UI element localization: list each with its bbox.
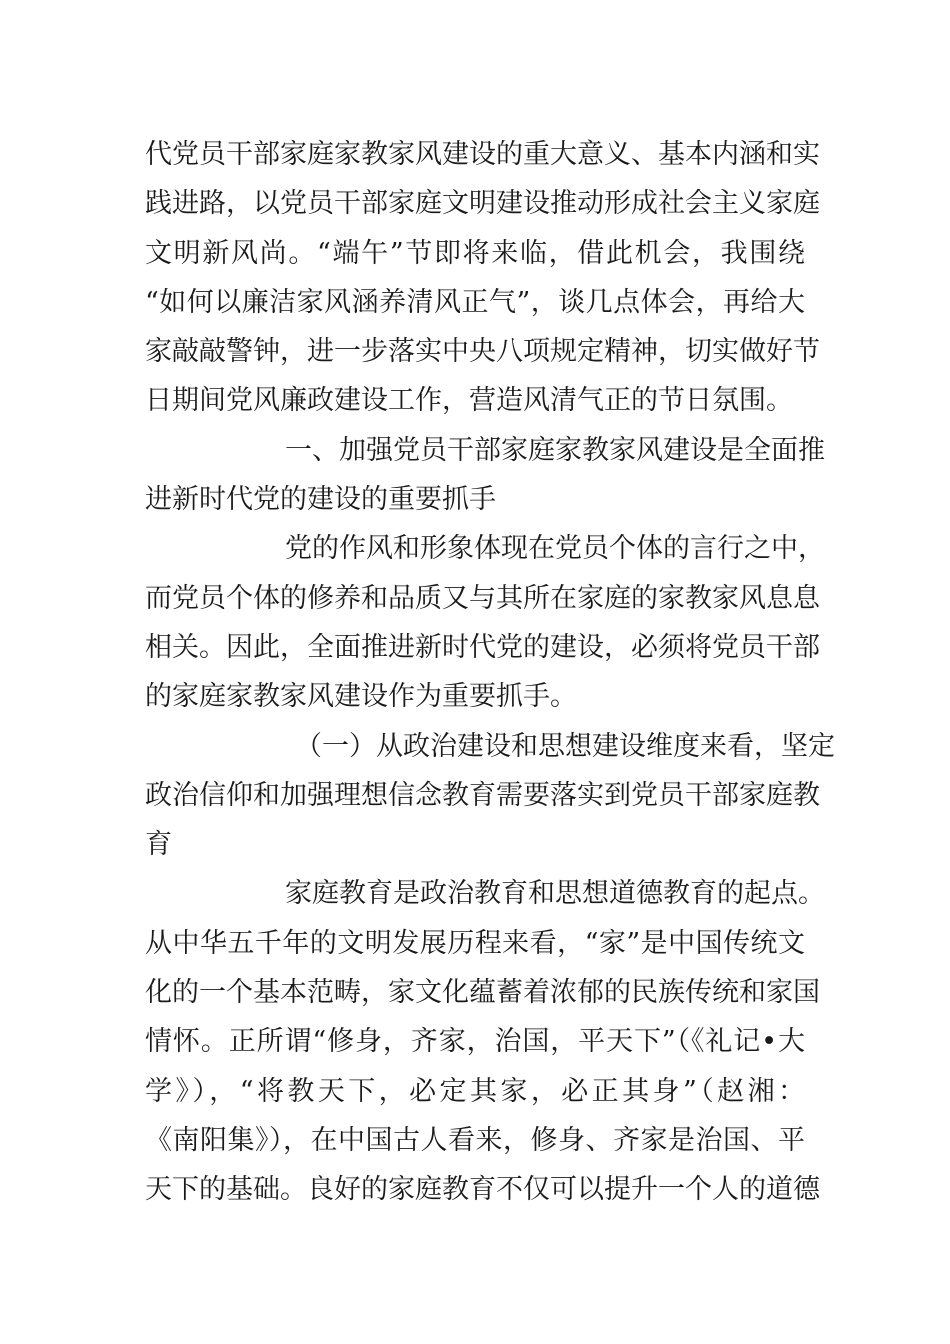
text-line: 而党员个体的修养和品质又与其所在家庭的家教家风息息 [145, 582, 820, 614]
text-line: “如何以廉洁家风涵养清风正气”，谈几点体会，再给大 [145, 286, 805, 318]
text-line: 从中华五千年的文明发展历程来看，“家”是中国传统文 [145, 927, 805, 959]
text-line: 代党员干部家庭家教家风建设的重大意义、基本内涵和实 [145, 139, 820, 170]
subsection-heading-line: （一）从政治建设和思想建设维度来看，坚定 [295, 730, 835, 762]
text-line: 情怀。正所谓“修身，齐家，治国，平天下”（《礼记•大 [145, 1026, 805, 1058]
text-line: 《南阳集》），在中国古人看来，修身、齐家是治国、平 [145, 1124, 805, 1156]
body-text [145, 130, 835, 1215]
section-heading-line: 进新时代党的建设的重要抓手 [145, 484, 496, 516]
text-line: 天下的基础。良好的家庭教育不仅可以提升一个人的道德 [145, 1174, 820, 1206]
text-line: 日期间党风廉政建设工作，营造风清气正的节日氛围。 [145, 385, 793, 417]
text-line: 党的作风和形象体现在党员个体的言行之中， [285, 533, 825, 565]
text-line: 践进路，以党员干部家庭文明建设推动形成社会主义家庭 [145, 188, 820, 220]
subsection-heading-line: 育 [145, 829, 172, 861]
text-line: 家敲敲警钟，进一步落实中央八项规定精神，切实做好节 [145, 336, 820, 368]
section-heading-line: 一、加强党员干部家庭家教家风建设是全面推 [285, 434, 825, 466]
text-line: 化的一个基本范畴，家文化蕴蓄着浓郁的民族传统和家国 [145, 977, 820, 1009]
text-line: 家庭教育是政治教育和思想道德教育的起点。 [285, 878, 825, 910]
text-line: 的家庭家教家风建设作为重要抓手。 [145, 681, 577, 713]
text-line: 相关。因此，全面推进新时代党的建设，必须将党员干部 [145, 631, 820, 663]
text-line: 文明新风尚。“端午”节即将来临，借此机会，我围绕 [145, 237, 805, 269]
subsection-heading-line: 政治信仰和加强理想信念教育需要落实到党员干部家庭教 [145, 779, 820, 811]
text-line: 学》），“将教天下，必定其家，必正其身”（赵湘： [145, 1075, 805, 1107]
